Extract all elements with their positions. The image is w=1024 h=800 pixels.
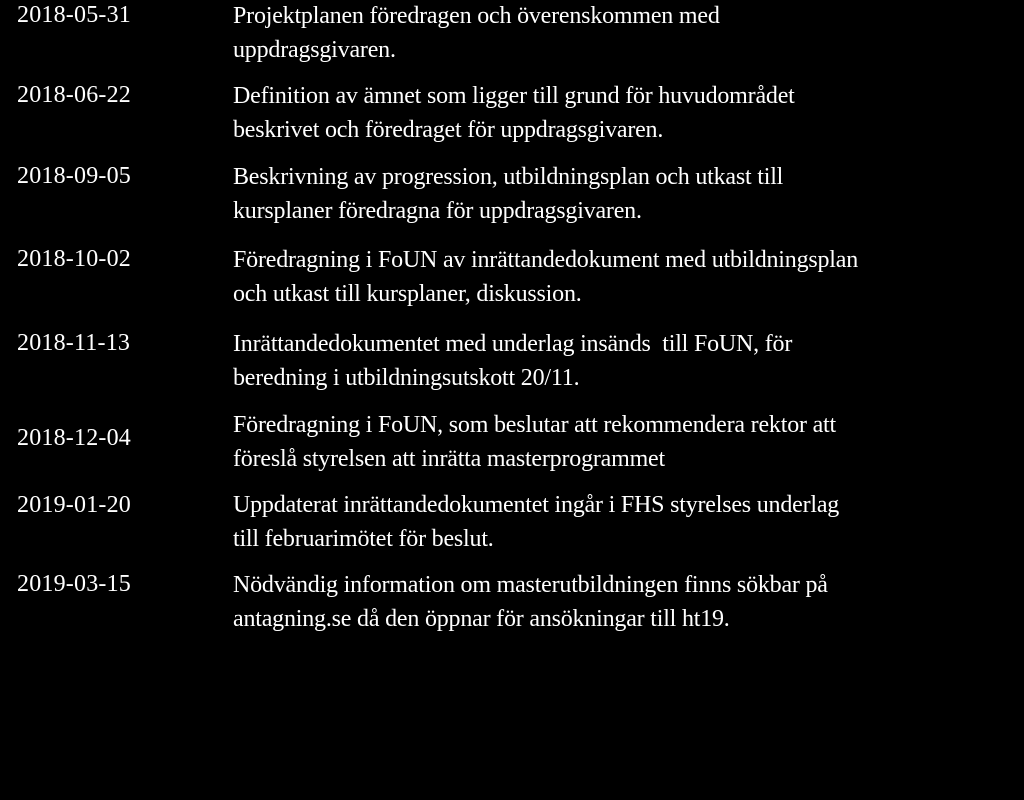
description-line: Projektplanen föredragen och överenskommen med [233,3,720,29]
timeline-description [233,488,1013,556]
description-line: Inrättandedokumentet med underlag insänds till FoUN, för [233,331,793,357]
timeline-date: 2018-05-31 [17,2,131,28]
timeline-description [233,568,1013,636]
timeline-description [233,0,1013,67]
timeline-date: 2019-01-20 [17,492,131,518]
timeline-description [233,79,1013,147]
description-line: Föredragning i FoUN, som beslutar att rekommendera rektor att [233,412,836,438]
timeline-date: 2019-03-15 [17,571,131,597]
description-line: Föredragning i FoUN av inrättandedokument med utbildningsplan [233,247,859,273]
description-line: beredning i utbildningsutskott 20/11. [233,365,580,391]
description-line: och utkast till kursplaner, diskussion. [233,281,582,307]
timeline-date: 2018-11-13 [17,330,131,356]
description-line: antagning.se då den öppnar för ansökningar till ht19. [233,606,730,632]
timeline-description [233,160,1013,228]
timeline-description [233,243,1013,311]
timeline-date: 2018-10-02 [17,246,131,272]
timeline-description [233,327,1013,395]
timeline-date: 2018-09-05 [17,163,131,189]
description-line: föreslå styrelsen att inrätta masterprogrammet [233,446,665,472]
description-line: uppdragsgivaren. [233,37,396,63]
description-line: kursplaner föredragna för uppdragsgivaren. [233,198,642,224]
description-line: Uppdaterat inrättandedokumentet ingår i FHS styrelses underlag [233,492,840,518]
timeline-date: 2018-12-04 [17,425,131,451]
description-line: Definition av ämnet som ligger till grund för huvudområdet [233,83,795,109]
timeline-description [233,408,1013,476]
description-line: till februarimötet för beslut. [233,526,494,552]
description-line: Nödvändig information om masterutbildningen finns sökbar på [233,572,828,598]
description-line: beskrivet och föredraget för uppdragsgivaren. [233,117,664,143]
description-line: Beskrivning av progression, utbildningsplan och utkast till [233,164,784,190]
timeline-date: 2018-06-22 [17,82,131,108]
